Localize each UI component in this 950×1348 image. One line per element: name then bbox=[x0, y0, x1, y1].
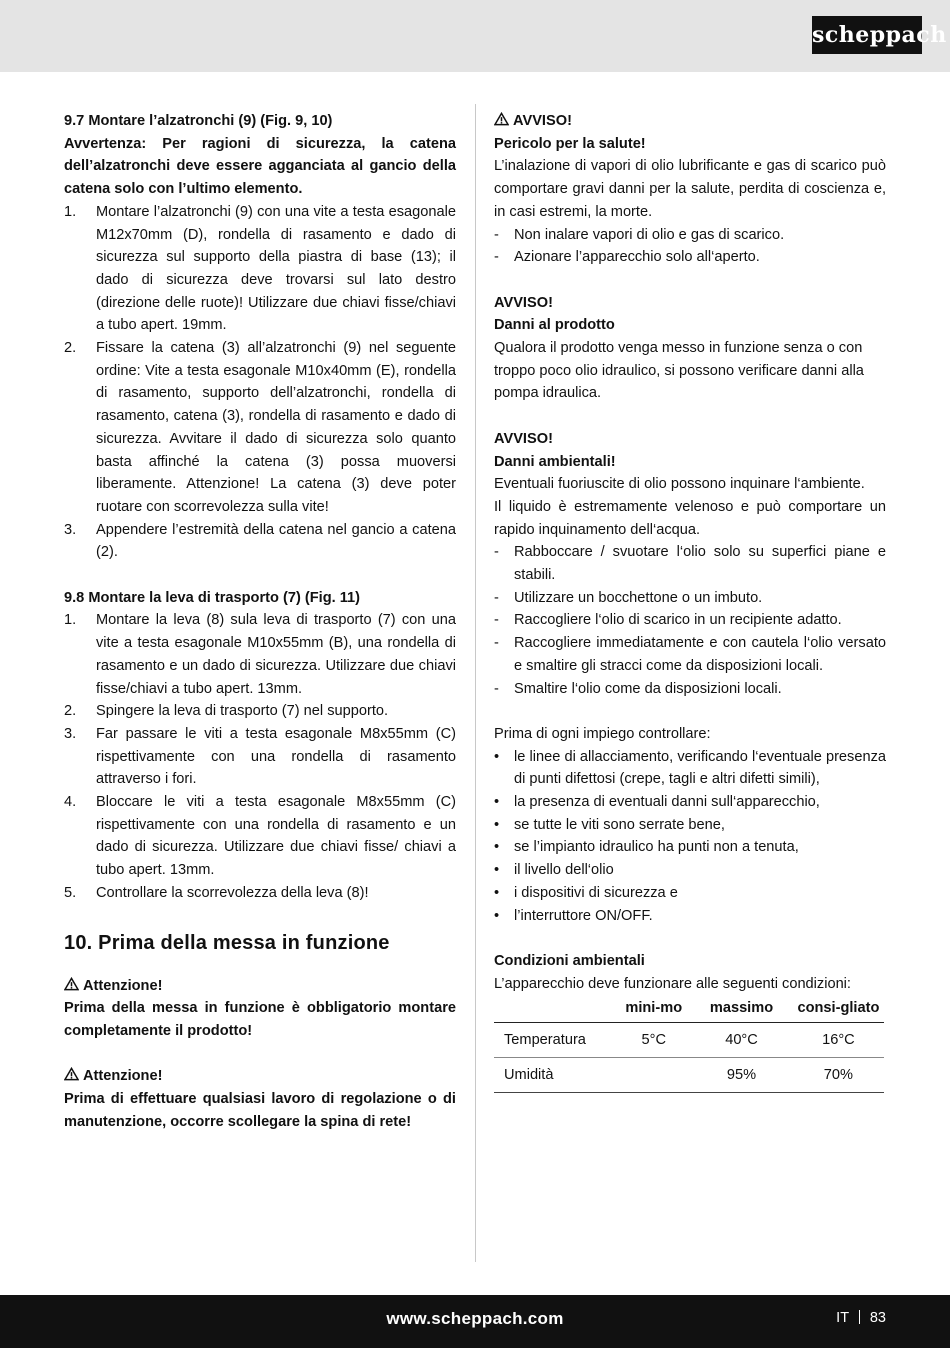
list-item bbox=[64, 519, 456, 564]
item-number: 2. bbox=[64, 340, 77, 357]
column-divider bbox=[475, 104, 476, 1262]
table-cell: 40°C bbox=[690, 1023, 793, 1058]
table-cell: 70% bbox=[793, 1058, 884, 1093]
list-item: - Raccogliere l‘olio di scarico in un recipiente adatto. bbox=[494, 609, 886, 632]
list-item bbox=[64, 609, 456, 700]
list-item: • se l’impianto idraulico ha punti non a tenuta, bbox=[494, 836, 886, 859]
table-row bbox=[494, 1058, 884, 1093]
attention-label-text: Attenzione! bbox=[83, 977, 163, 994]
list-item bbox=[64, 700, 456, 723]
table-cell bbox=[617, 1058, 690, 1093]
item-text: Raccogliere l‘olio di scarico in un recipiente adatto. bbox=[514, 612, 842, 629]
notice-subtitle: Danni al prodotto bbox=[494, 317, 615, 334]
env-conditions-text: L’apparecchio deve funzionare alle seguenti condizioni: bbox=[494, 975, 851, 992]
warning-triangle-icon bbox=[64, 1067, 79, 1081]
item-text: Spingere la leva di trasporto (7) nel supporto. bbox=[96, 703, 389, 720]
section-9-7-list bbox=[64, 201, 456, 564]
item-text: Appendere l’estremità della catena nel gancio a catena (2). bbox=[96, 521, 456, 561]
list-item: - Smaltire l‘olio come da disposizioni locali. bbox=[494, 678, 886, 701]
page-indicator bbox=[836, 1310, 886, 1326]
item-text: Bloccare le viti a testa esagonale M8x55mm (C) rispettivamente con una rondella di rasamento e un dado di sicurezza. Utilizzare due chiavi fisse/ chiavi a tubo apert. 13mm. bbox=[96, 794, 456, 879]
footer-url[interactable]: www.scheppach.com bbox=[386, 1309, 564, 1328]
table-header-row bbox=[494, 997, 884, 1023]
item-text: se tutte le viti sono serrate bene, bbox=[514, 816, 725, 833]
notice-text: Il liquido è estremamente velenoso e può comportare un rapido inquinamento dell‘acqua. bbox=[494, 498, 886, 538]
item-text: Non inalare vapori di olio e gas di scarico. bbox=[514, 226, 785, 243]
check-intro: Prima di ogni impiego controllare: bbox=[494, 725, 711, 742]
right-column bbox=[494, 110, 886, 1093]
warning-triangle-icon bbox=[494, 112, 509, 126]
item-number: 1. bbox=[64, 612, 77, 629]
item-text: Smaltire l‘olio come da disposizioni locali. bbox=[514, 680, 782, 697]
item-number: 4. bbox=[64, 794, 77, 811]
list-item bbox=[64, 201, 456, 337]
list-item bbox=[64, 337, 456, 519]
item-text: la presenza di eventuali danni sull‘apparecchio, bbox=[514, 794, 820, 811]
item-number: 3. bbox=[64, 725, 77, 742]
attention-label-text: Attenzione! bbox=[83, 1068, 163, 1085]
table-header: massimo bbox=[690, 997, 793, 1023]
list-item bbox=[64, 882, 456, 905]
item-text: Fissare la catena (3) all’alzatronchi (9) nel seguente ordine: Vite a testa esagonale M10x40mm (E), rondella di rasamento, supporto dell’alzatronchi, rondella di rasamento, catena (3), rondella di rasamento e dado di sicurezza. Avvitare il dado di sicurezza solo quanto basta affinché la catena (3) possa muoversi liberamente. Attenzione! La catena (3) deve poter ruotare con scorrevolezza sulla vite! bbox=[96, 340, 456, 515]
item-text: il livello dell‘olio bbox=[514, 862, 614, 879]
list-item: - Non inalare vapori di olio e gas di scarico. bbox=[494, 224, 886, 247]
item-text: Rabboccare / svuotare l‘olio solo su superfici piane e stabili. bbox=[514, 544, 886, 584]
item-number: 2. bbox=[64, 703, 77, 720]
section-9-8-list bbox=[64, 609, 456, 904]
notice-subtitle: Pericolo per la salute! bbox=[494, 135, 646, 152]
attention-text: Prima della messa in funzione è obbligatorio montare completamente il prodotto! bbox=[64, 1000, 456, 1039]
item-number: 3. bbox=[64, 521, 77, 538]
table-cell: Temperatura bbox=[494, 1023, 617, 1058]
page-number: 83 bbox=[869, 1310, 886, 1326]
env-conditions-table bbox=[494, 997, 884, 1092]
item-text: Azionare l’apparecchio solo all‘aperto. bbox=[514, 249, 760, 266]
list-item: - Azionare l’apparecchio solo all‘aperto. bbox=[494, 246, 886, 269]
table-cell: 95% bbox=[690, 1058, 793, 1093]
section-9-7-title: 9.7 Montare l’alzatronchi (9) (Fig. 9, 10) bbox=[64, 113, 333, 129]
section-9-8-title: 9.8 Montare la leva di trasporto (7) (Fig. 11) bbox=[64, 589, 361, 606]
notice-label: AVVISO! bbox=[494, 430, 553, 447]
attention-label bbox=[64, 1065, 456, 1088]
list-item: • le linee di allacciamento, verificando l‘eventuale presenza di punti difettosi (crepe, tagli e altri difetti simili), bbox=[494, 746, 886, 791]
item-number: 5. bbox=[64, 884, 77, 901]
notice-subtitle: Danni ambientali! bbox=[494, 453, 616, 470]
list-item: • se tutte le viti sono serrate bene, bbox=[494, 814, 886, 837]
list-item: - Raccogliere immediatamente e con cautela l‘olio versato e smaltire gli stracci come da disposizioni locali. bbox=[494, 632, 886, 677]
item-number: 1. bbox=[64, 203, 77, 220]
separator bbox=[859, 1310, 860, 1324]
notice-label-text: AVVISO! bbox=[513, 113, 572, 129]
list-item bbox=[64, 791, 456, 882]
item-text: se l’impianto idraulico ha punti non a tenuta, bbox=[514, 839, 799, 856]
table-header: consi-gliato bbox=[793, 997, 884, 1023]
list-item: • il livello dell‘olio bbox=[494, 859, 886, 882]
left-column bbox=[64, 110, 456, 1134]
list-item: - Rabboccare / svuotare l‘olio solo su superfici piane e stabili. bbox=[494, 541, 886, 586]
item-text: l’interruttore ON/OFF. bbox=[514, 907, 653, 924]
header-bar bbox=[0, 0, 950, 72]
item-text: le linee di allacciamento, verificando l‘eventuale presenza di punti difettosi (crepe, tagli e altri difetti simili), bbox=[514, 748, 886, 788]
list-item: - Utilizzare un bocchettone o un imbuto. bbox=[494, 587, 886, 610]
attention-label bbox=[64, 975, 456, 998]
language-code: IT bbox=[836, 1310, 849, 1326]
footer-bar bbox=[0, 1295, 950, 1348]
item-text: Utilizzare un bocchettone o un imbuto. bbox=[514, 589, 763, 606]
table-header bbox=[494, 997, 617, 1023]
item-text: Montare l’alzatronchi (9) con una vite a testa esagonale M12x70mm (D), rondella di rasamento e dado di sicurezza sul supporto della piastra di base (13); il dado di sicurezza deve trovarsi sul lato destro (direzione delle ruote)! Utilizzare due chiavi fisse/chiavi a tubo apert. 19mm. bbox=[96, 203, 456, 334]
table-cell: 16°C bbox=[793, 1023, 884, 1058]
scheppach-logo: scheppach bbox=[812, 16, 922, 54]
table-row bbox=[494, 1023, 884, 1058]
item-text: Controllare la scorrevolezza della leva (8)! bbox=[96, 884, 369, 901]
env-conditions-title: Condizioni ambientali bbox=[494, 952, 645, 969]
item-text: Montare la leva (8) sula leva di trasporto (7) con una vite a testa esagonale M10x55mm (B), una rondella di rasamento e un dado di sicurezza. Utilizzare due chiavi fisse/chiavi a tubo apert. 13mm. bbox=[96, 612, 456, 697]
list-item: • la presenza di eventuali danni sull‘apparecchio, bbox=[494, 791, 886, 814]
item-text: Far passare le viti a testa esagonale M8x55mm (C) rispettivamente con una rondella di rasamento attraverso i fori. bbox=[96, 725, 456, 788]
list-item: • i dispositivi di sicurezza e bbox=[494, 882, 886, 905]
item-text: Raccogliere immediatamente e con cautela l‘olio versato e smaltire gli stracci come da disposizioni locali. bbox=[514, 635, 886, 674]
list-item bbox=[64, 723, 456, 791]
warning-triangle-icon bbox=[64, 977, 79, 991]
list-item: • l’interruttore ON/OFF. bbox=[494, 905, 886, 928]
notice-text: Qualora il prodotto venga messo in funzione senza o con troppo poco olio idraulico, si possono verificare danni alla pompa idraulica. bbox=[494, 340, 864, 402]
table-header: mini-mo bbox=[617, 997, 690, 1023]
notice-label: AVVISO! bbox=[494, 294, 553, 311]
section-10-heading: 10. Prima della messa in funzione bbox=[64, 931, 390, 954]
table-cell: Umidità bbox=[494, 1058, 617, 1093]
item-text: i dispositivi di sicurezza e bbox=[514, 884, 678, 901]
notice-label bbox=[494, 110, 886, 133]
table-cell: 5°C bbox=[617, 1023, 690, 1058]
section-9-7-note: Avvertenza: Per ragioni di sicurezza, la catena dell’alzatronchi deve essere agganciata al gancio della catena solo con l’ultimo elemento. bbox=[64, 135, 456, 198]
attention-text: Prima di effettuare qualsiasi lavoro di regolazione o di manutenzione, occorre scollegare la spina di rete! bbox=[64, 1091, 456, 1130]
notice-text: L’inalazione di vapori di olio lubrificante e gas di scarico può comportare gravi danni per la salute, perdita di coscienza e, in casi estremi, la morte. bbox=[494, 158, 886, 220]
notice-text: Eventuali fuoriuscite di olio possono inquinare l‘ambiente. bbox=[494, 476, 865, 493]
